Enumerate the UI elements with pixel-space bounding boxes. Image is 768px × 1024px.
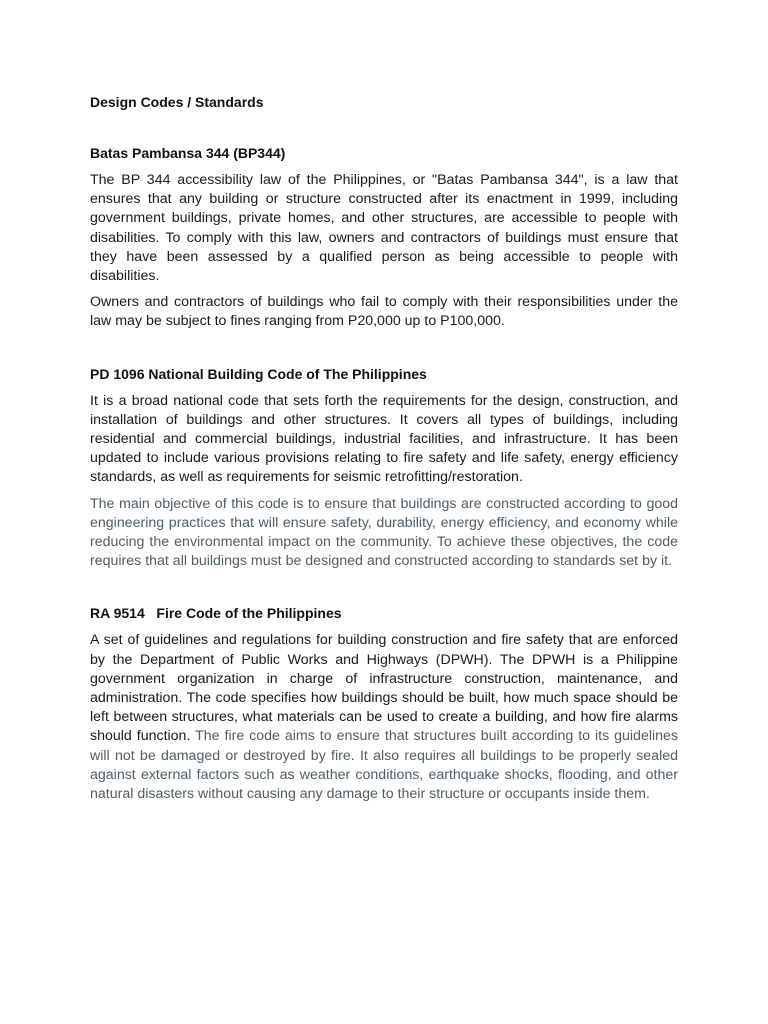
section-heading: Batas Pambansa 344 (BP344) <box>90 145 286 161</box>
paragraph: The main objective of this code is to ensure that buildings are constructed according to good engineering practices that will ensure safety, durability, energy efficiency, and economy while reducing the environmental impact on the community. To achieve these objectives, the code requires that all buildings must be designed and constructed according to standards set by it. <box>90 495 678 570</box>
paragraph-text-muted: The fire code aims to ensure that structures built according to its guidelines will not be damaged or destroyed by fire. It also requires all buildings to be properly sealed against external factors such as weather conditions, earthquake shocks, flooding, and other natural disasters without causing any damage to their structure or occupants inside them. <box>90 728 679 803</box>
section-bp344 <box>90 143 678 332</box>
section-heading: PD 1096 National Building Code of The Philippines <box>90 365 427 382</box>
paragraph: It is a broad national code that sets forth the requirements for the design, construction, and installation of buildings and other structures. It covers all types of buildings, including residential and commercial buildings, industrial facilities, and infrastructure. It has been updated to include various provisions relating to fire safety and life safety, energy efficiency standards, as well as requirements for seismic retrofitting/restoration. <box>90 392 678 486</box>
document-page <box>90 92 678 811</box>
section-pd1096 <box>90 364 678 572</box>
paragraph-text: A set of guidelines and regulations for building construction and fire safety that are enforced by the Department of Public Works and Highways (DPWH). The DPWH is a Philippine government organization in charge of infrastructure construction, maintenance, and administration. The code specifies how buildings should be built, how much space should be left between structures, what materials can be used to create a building, and how fire alarms should function. <box>90 632 678 745</box>
document-title: Design Codes / Standards <box>90 94 264 110</box>
paragraph <box>90 631 678 804</box>
paragraph: The BP 344 accessibility law of the Philippines, or "Batas Pambansa 344", is a law that ensures that any building or structure constructed after its enactment in 1999, including government buildings, private homes, and other structures, are accessible to people with disabilities. To comply with this law, owners and contractors of buildings must ensure that they have been assessed by a qualified person as being accessible to people with disabilities. <box>90 172 678 285</box>
paragraph: Owners and contractors of buildings who fail to comply with their responsibilities under the law may be subject to fines ranging from P20,000 up to P100,000. <box>90 294 678 330</box>
section-heading: RA 9514 Fire Code of the Philippines <box>90 605 342 622</box>
section-ra9514 <box>90 603 678 804</box>
